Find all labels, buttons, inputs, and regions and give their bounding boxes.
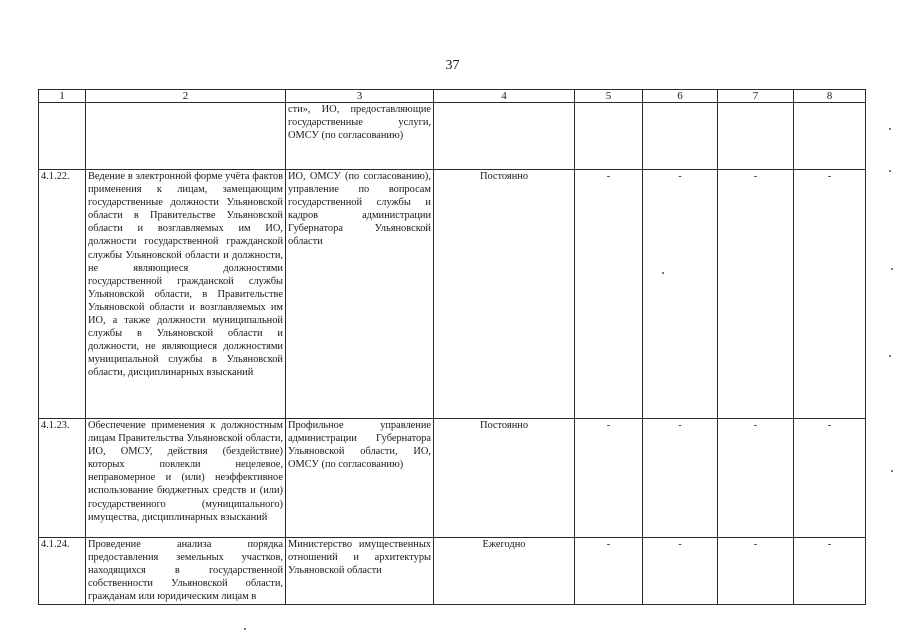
scan-speck (891, 268, 893, 270)
row-number: 4.1.22. (39, 170, 86, 419)
col6-value: - (643, 170, 718, 419)
scan-speck (244, 628, 246, 630)
col8-value (794, 103, 866, 170)
header-col-1: 1 (39, 90, 86, 103)
col5-value: - (575, 538, 643, 605)
col5-value: - (575, 170, 643, 419)
table-row (39, 538, 866, 605)
row-number: 4.1.23. (39, 419, 86, 538)
col5-value: - (575, 419, 643, 538)
scan-speck (889, 355, 891, 357)
header-col-7: 7 (718, 90, 794, 103)
table-row (39, 419, 866, 538)
col7-value: - (718, 170, 794, 419)
executor-text: Профильное управление администрации Губернатора Ульяновской области, ИО, ОМСУ (по согласованию) (286, 419, 434, 538)
table-row (39, 103, 866, 170)
col7-value: - (718, 538, 794, 605)
header-col-4: 4 (434, 90, 575, 103)
measure-text: Проведение анализа порядка предоставления земельных участков, находящихся в государственной собственности Ульяновской области, гражданам или юридическим лицам в (86, 538, 286, 605)
deadline-text: Постоянно (434, 419, 575, 538)
col7-value: - (718, 419, 794, 538)
header-col-8: 8 (794, 90, 866, 103)
measure-text (86, 103, 286, 170)
deadline-text: Постоянно (434, 170, 575, 419)
header-col-3: 3 (286, 90, 434, 103)
scan-speck (889, 128, 891, 130)
col8-value: - (794, 170, 866, 419)
measure-text: Обеспечение применения к должностным лицам Правительства Ульяновской области, ИО, ОМСУ, действия (бездействие) которых повлекли нецелевое, неправомерное и (или) неэффективное использование бюджетных средств и (или) государственного (муниципального) имущества, дисциплинарных взысканий (86, 419, 286, 538)
row-number (39, 103, 86, 170)
col6-value: - (643, 419, 718, 538)
col8-value: - (794, 419, 866, 538)
header-col-2: 2 (86, 90, 286, 103)
table-row (39, 170, 866, 419)
executor-text: Министерство имущественных отношений и архитектуры Ульяновской области (286, 538, 434, 605)
col5-value (575, 103, 643, 170)
scan-speck (662, 272, 664, 274)
col6-value: - (643, 538, 718, 605)
page-number: 37 (445, 58, 460, 73)
table-header-row (39, 90, 866, 103)
executor-text: ИО, ОМСУ (по согласованию), управление по вопросам государственной службы и кадров администрации Губернатора Ульяновской области (286, 170, 434, 419)
deadline-text (434, 103, 575, 170)
scan-speck (889, 170, 891, 172)
header-col-5: 5 (575, 90, 643, 103)
header-col-6: 6 (643, 90, 718, 103)
col7-value (718, 103, 794, 170)
row-number: 4.1.24. (39, 538, 86, 605)
measure-text: Ведение в электронной форме учёта фактов применения к лицам, замещающим государственные должности Ульяновской области в Правительстве Ульяновской области и возглавляемых им ИО, должности государственной гражданской службы Ульяновской области и должности, не являющиеся должностями государственной гражданской службы Ульяновской области, в Правительстве Ульяновской области и возглавляемых им ИО, а также должности муниципальной службы в Ульяновской области и должности, не являющиеся должностями муниципальной службы в Ульяновской области, дисциплинарных взысканий (86, 170, 286, 419)
executor-text: сти», ИО, предоставляющие государственные услуги, ОМСУ (по согласованию) (286, 103, 434, 170)
col8-value: - (794, 538, 866, 605)
deadline-text: Ежегодно (434, 538, 575, 605)
col6-value (643, 103, 718, 170)
scan-speck (891, 470, 893, 472)
plan-table (38, 89, 866, 605)
